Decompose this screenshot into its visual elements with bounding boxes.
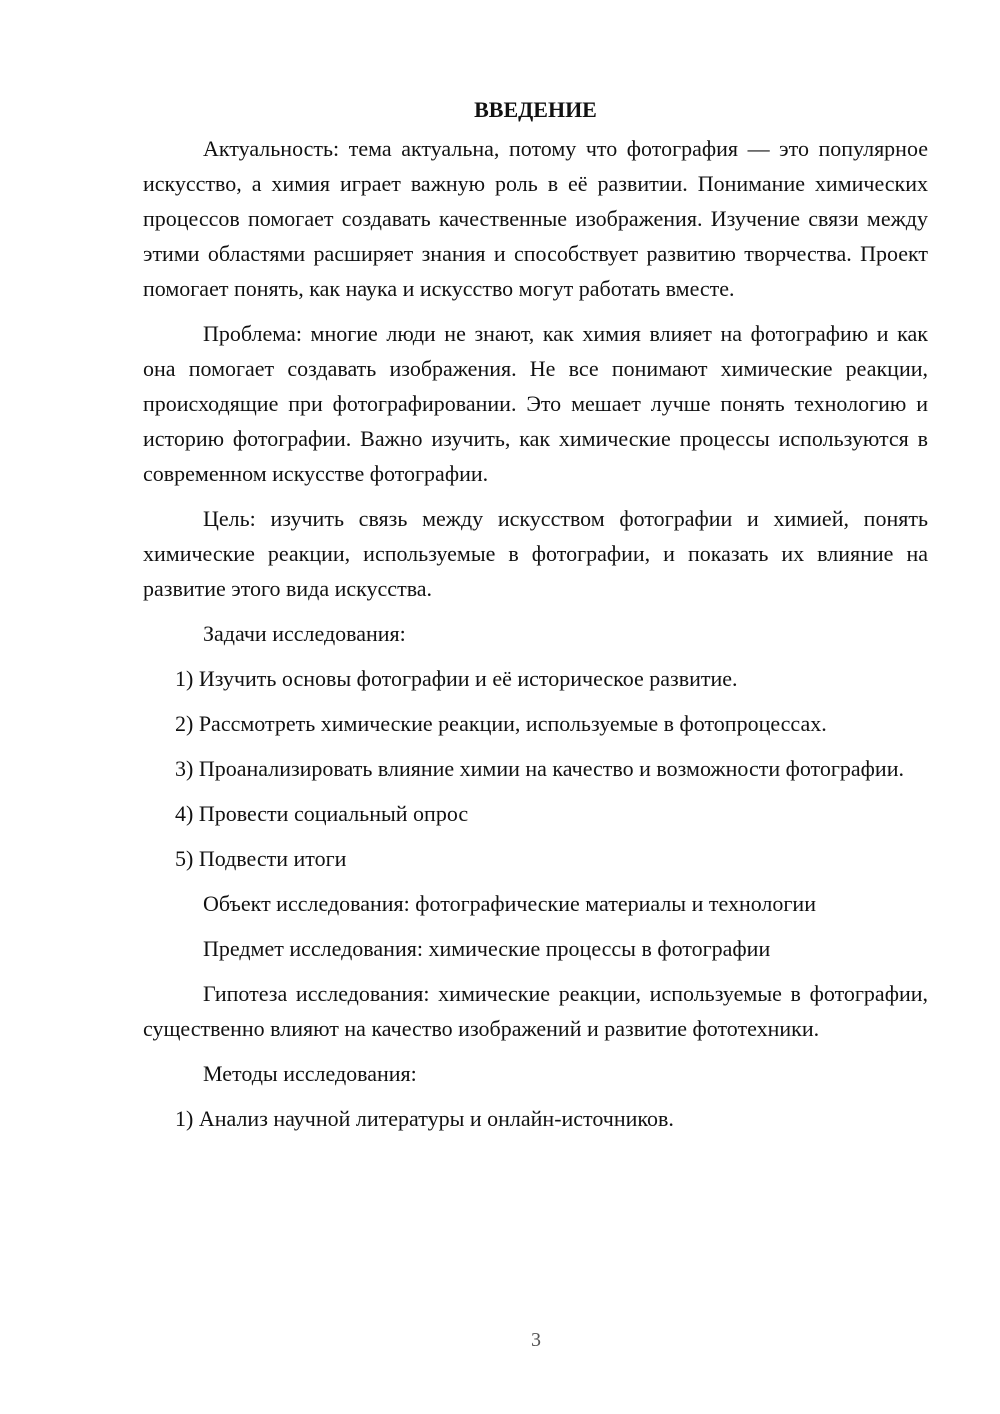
task-item-1: 1) Изучить основы фотографии и её историческое развитие.: [175, 666, 738, 691]
task-item-3: 3) Проанализировать влияние химии на качество и возможности фотографии.: [175, 756, 904, 781]
page-number: 3: [531, 1329, 541, 1351]
paragraph-relevance: Актуальность: тема актуальна, потому что фотография — это популярное искусство, а химия играет важную роль в её развитии. Понимание химических процессов помогает создавать качественные изображения. Изучение связи между этими областями расширяет знания и способствует развитию творчества. Проект помогает понять, как наука и искусство могут работать вместе.: [143, 136, 928, 301]
method-item-1: 1) Анализ научной литературы и онлайн-источников.: [175, 1106, 674, 1131]
research-subject: Предмет исследования: химические процессы в фотографии: [203, 936, 771, 961]
task-item-2: 2) Рассмотреть химические реакции, используемые в фотопроцессах.: [175, 711, 827, 736]
task-item-5: 5) Подвести итоги: [175, 846, 347, 871]
document-page: [143, 92, 928, 1146]
paragraph-goal: Цель: изучить связь между искусством фотографии и химией, понять химические реакции, используемые в фотографии, и показать их влияние на развитие этого вида искусства.: [143, 506, 928, 601]
task-item-4: 4) Провести социальный опрос: [175, 801, 469, 826]
paragraph-problem: Проблема: многие люди не знают, как химия влияет на фотографию и как она помогает создавать изображения. Не все понимают химические реакции, происходящие при фотографировании. Это мешает лучше понять технологию и историю фотографии. Важно изучить, как химические процессы используются в современном искусстве фотографии.: [143, 321, 928, 486]
tasks-heading: Задачи исследования:: [203, 621, 406, 646]
methods-heading: Методы исследования:: [203, 1061, 417, 1086]
research-object: Объект исследования: фотографические материалы и технологии: [203, 891, 816, 916]
research-hypothesis: Гипотеза исследования: химические реакции, используемые в фотографии, существенно влияют на качество изображений и развитие фототехники.: [143, 981, 928, 1041]
page-title: ВВЕДЕНИЕ: [474, 97, 597, 122]
